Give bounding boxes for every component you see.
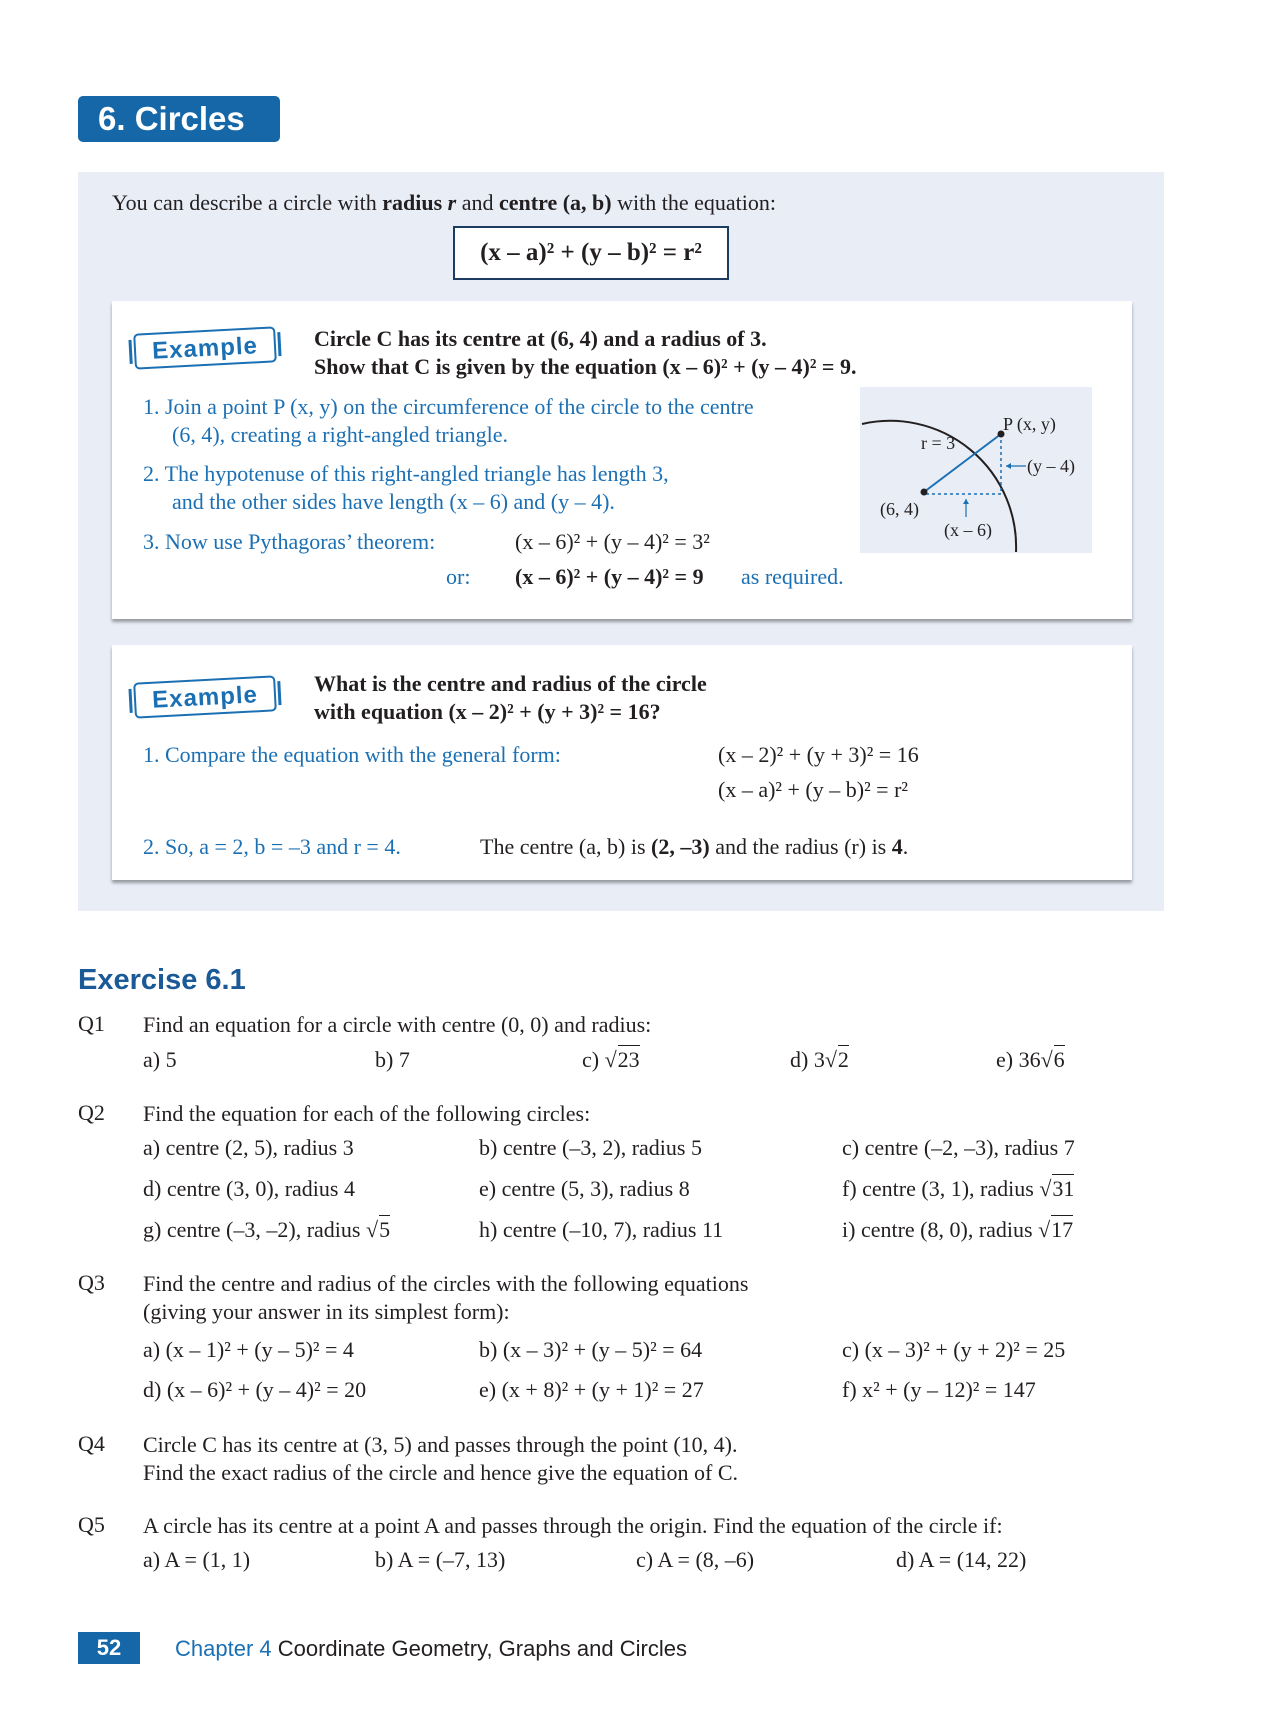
q2-text: Find the equation for each of the following circles:: [143, 1101, 591, 1126]
chapter-footer: Chapter 4 Coordinate Geometry, Graphs and Circles: [175, 1636, 687, 1661]
section-title: 6. Circles: [78, 96, 280, 142]
q2-g: g) centre (–3, –2), radius √5: [143, 1217, 391, 1242]
example2-question: What is the centre and radius of the circle with equation (x – 2)² + (y + 3)² = 16?: [314, 671, 707, 724]
example-stamp-2: Example: [133, 675, 277, 718]
q1-a: a) 5: [143, 1047, 177, 1072]
q5-c: c) A = (8, –6): [636, 1547, 755, 1572]
q5-a: a) A = (1, 1): [143, 1547, 251, 1572]
example2-step2: 2. So, a = 2, b = –3 and r = 4.: [143, 834, 401, 859]
example2-eq-given: (x – 2)² + (y + 3)² = 16: [718, 742, 919, 767]
page-number: 52: [78, 1632, 140, 1664]
centre-point: [921, 489, 928, 496]
q4-number: Q4: [78, 1431, 105, 1456]
example1-question: Circle C has its centre at (6, 4) and a radius of 3. Show that C is given by the equation (x – 6)² + (y – 4)² = 9.: [314, 326, 857, 379]
intro-text: You can describe a circle with radius r and centre (a, b) with the equation:: [112, 190, 776, 215]
q1-e: e) 36√6: [996, 1047, 1065, 1072]
general-equation-box: (x – a)² + (y – b)² = r²: [453, 226, 729, 280]
q2-a: a) centre (2, 5), radius 3: [143, 1135, 354, 1160]
example-stamp: Example: [133, 326, 277, 369]
q3-b: b) (x – 3)² + (y – 5)² = 64: [479, 1337, 703, 1362]
q3-d: d) (x – 6)² + (y – 4)² = 20: [143, 1377, 367, 1402]
example1-step1: 1. Join a point P (x, y) on the circumference of the circle to the centre (6, 4), creating a right-angled triangle.: [143, 394, 754, 447]
example1-as-required: as required.: [741, 564, 844, 589]
example1-result: (x – 6)² + (y – 4)² = 9: [515, 564, 704, 589]
exercise-title: Exercise 6.1: [78, 964, 246, 996]
r-label: r = 3: [921, 433, 956, 453]
example1-step2: 2. The hypotenuse of this right-angled triangle has length 3, and the other sides have length (x – 6) and (y – 4).: [143, 461, 669, 514]
q2-number: Q2: [78, 1100, 105, 1125]
example2-step1: 1. Compare the equation with the general form:: [143, 742, 561, 767]
centre-label: (6, 4): [880, 499, 919, 519]
q3-number: Q3: [78, 1270, 105, 1295]
p-label: P (x, y): [1003, 414, 1056, 434]
example1-step3-label: 3. Now use Pythagoras’ theorem:: [143, 529, 436, 554]
q1-d: d) 3√2: [790, 1047, 849, 1072]
q2-f: f) centre (3, 1), radius √31: [842, 1176, 1075, 1201]
y-side-label: (y – 4): [1027, 456, 1075, 476]
q2-b: b) centre (–3, 2), radius 5: [479, 1135, 702, 1160]
q5-number: Q5: [78, 1512, 105, 1537]
q3-f: f) x² + (y – 12)² = 147: [842, 1377, 1036, 1402]
q5-text: A circle has its centre at a point A and passes through the origin. Find the equation of the circle if:: [143, 1513, 1003, 1538]
q3-c: c) (x – 3)² + (y + 2)² = 25: [842, 1337, 1066, 1362]
q2-i: i) centre (8, 0), radius √17: [842, 1217, 1074, 1242]
example1-or-label: or:: [446, 564, 471, 589]
q2-h: h) centre (–10, 7), radius 11: [479, 1217, 724, 1242]
q3-e: e) (x + 8)² + (y + 1)² = 27: [479, 1377, 704, 1402]
q5-d: d) A = (14, 22): [896, 1547, 1027, 1572]
example2-eq-general: (x – a)² + (y – b)² = r²: [718, 777, 908, 802]
q2-c: c) centre (–2, –3), radius 7: [842, 1135, 1075, 1160]
q4-text: Circle C has its centre at (3, 5) and passes through the point (10, 4). Find the exact radius of the circle and hence give the equation of C.: [143, 1432, 739, 1485]
q1-b: b) 7: [375, 1047, 410, 1072]
q1-c: c) √23: [582, 1047, 640, 1072]
q3-text: Find the centre and radius of the circles with the following equations (giving your answer in its simplest form):: [143, 1271, 749, 1324]
q2-e: e) centre (5, 3), radius 8: [479, 1176, 690, 1201]
q2-d: d) centre (3, 0), radius 4: [143, 1176, 355, 1201]
example1-step3-eq: (x – 6)² + (y – 4)² = 3²: [515, 529, 710, 554]
circle-diagram: [860, 387, 1092, 553]
x-side-label: (x – 6): [944, 520, 992, 540]
q3-a: a) (x – 1)² + (y – 5)² = 4: [143, 1337, 354, 1362]
example2-conclusion: The centre (a, b) is (2, –3) and the radius (r) is 4.: [480, 834, 909, 859]
q1-number: Q1: [78, 1011, 105, 1036]
q5-b: b) A = (–7, 13): [375, 1547, 506, 1572]
q1-text: Find an equation for a circle with centre (0, 0) and radius:: [143, 1012, 652, 1037]
